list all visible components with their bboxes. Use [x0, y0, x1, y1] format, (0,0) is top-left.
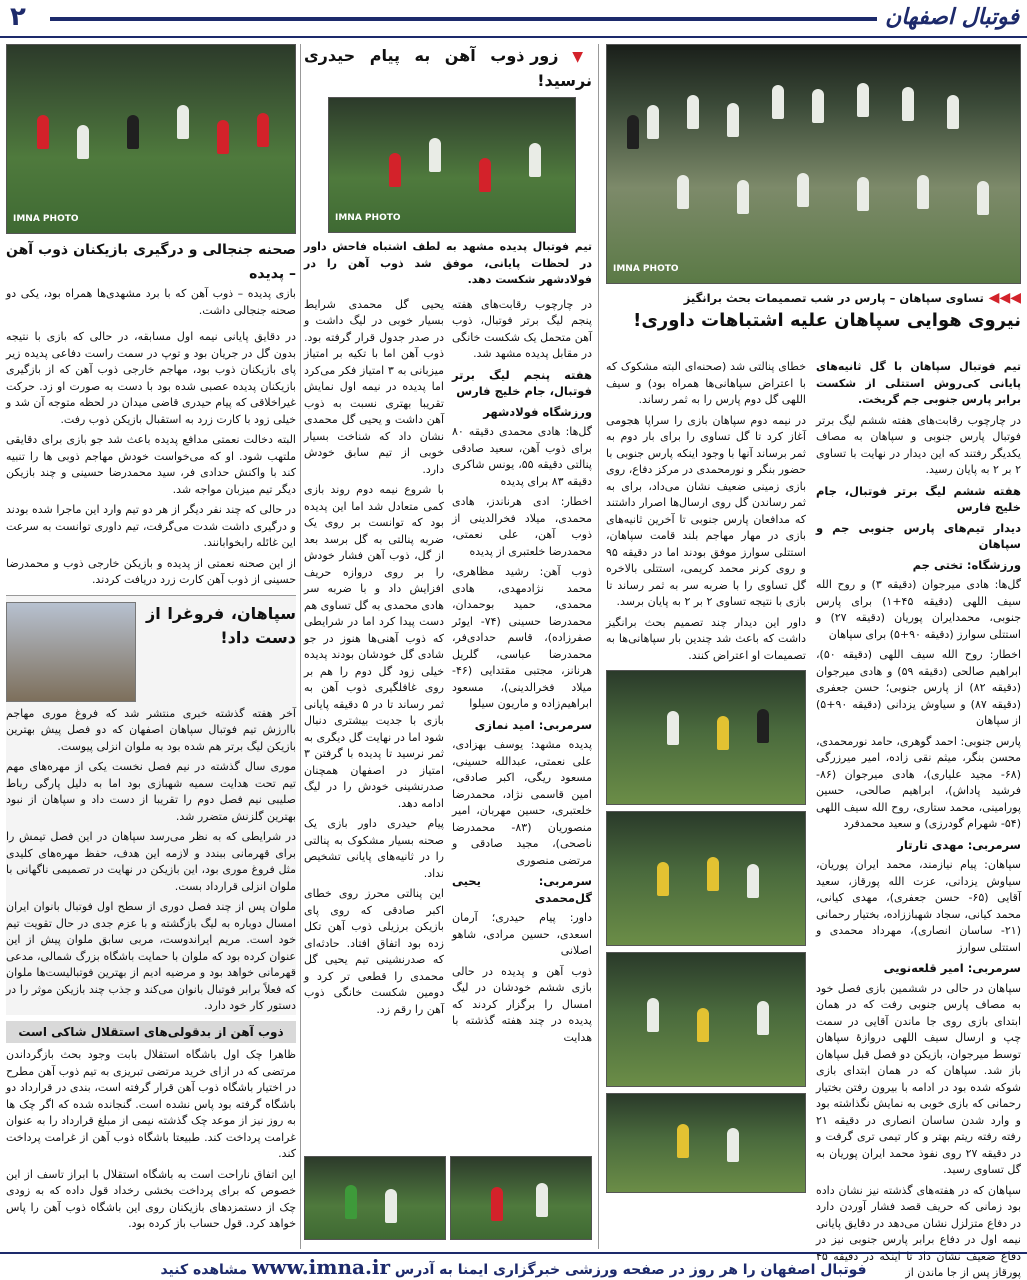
clash-photo — [6, 44, 296, 234]
player-figure — [857, 177, 869, 211]
article-headline: ▼ زور ذوب آهن به پیام حیدری نرسید! — [304, 46, 592, 90]
body-paragraph: پیام حیدری داور بازی یک صحنه بسیار مشکوک به پنالتی را در ثانیه‌های پایانی تشخیص نداد. — [304, 817, 444, 880]
body-paragraph: البته دخالت نعمتی مدافع پدیده باعث شد جو بازی برای دقایقی ملتهب شود. او که می‌خواست خودش مهاجم ذوبی ها را تنبیه کند با واکنش حدادی فر، سید محمدرضا حسینی و چند بازیکن دیگر تیم میزبان مواجه شد. — [6, 433, 296, 496]
lead-paragraph: تیم فوتبال سپاهان با گل ثانیه‌های پایانی کی‌روش استتلی از شکست برابر پارس جنوبی جم گریخت. — [816, 360, 1021, 406]
player-figure — [797, 173, 809, 207]
footer-suffix: مشاهده کنید — [160, 1262, 248, 1278]
player-figure — [717, 716, 729, 750]
page-number: ۲ — [10, 2, 26, 32]
player-figure — [385, 1189, 397, 1223]
right-text-wrap — [606, 359, 1021, 1280]
body-paragraph: در حالی که چند نفر دیگر از هر دو تیم وارد این ماجرا شده بودند و درگیری داشت شدت می‌گرفت، تیم داوری توانست به سرعت این غائله رابخوابانند. — [6, 503, 296, 549]
body-paragraph: ذوب آهن و پدیده در حالی بازی ششم خودشان در لیگ امسال را برگزار کردند که پدیده در چند هفته گذشته با هدایت — [452, 964, 592, 1044]
arrow-icon: ◀◀◀ — [983, 290, 1021, 306]
body-paragraph: این اتفاق ناراحت است به باشگاه استقلال با ابراز تاسف از این خصوص که برای پرداخت بخشی رخداد قول داده که به زودی چک از دستمزدهای بازیکنان روی این باشگاه ذوب آهن را پاس خواهد کرد. قول حساب باز کرده بود. — [6, 1167, 296, 1230]
center-subcolumn-left — [304, 297, 444, 1023]
article-headline: نیروی هوایی سپاهان علیه اشتباهات داوری! — [633, 309, 1021, 331]
body-paragraph: در دقایق پایانی نیمه اول مسابقه، در حالی که بازی با نتیجه بدون گل در جریان بود و توپ در سمت راست دفاعی پدیده زیر پای بازیکنان ذوب بود، مهاجم خارجی ذوب آهن که از بازگیری بازیکنان پدیده عصبی شده بود با دست به صورت او زد. حرکت غیراخلاقی که پیام حیدری قاضی میدان در لحظه متوجه آن شد و خیلی زود با کارت زرد به استقبال بازیکن ذوب رفت. — [6, 330, 296, 426]
body-paragraph: داور این دیدار چند تصمیم بحث برانگیز داشت که باعث شد چندین بار سپاهانی‌ها به تصمیمات او اعتراض کنند. — [606, 615, 806, 662]
player-figure — [389, 153, 401, 187]
player-figure — [37, 115, 49, 149]
sepahan-team-photo — [606, 44, 1021, 284]
body-paragraph: ظاهرا چک اول باشگاه استقلال بابت وجود بحث بازگرداندن مرتضی که در ازای خرید مرتضی تبریزی به تیم ذوب آهن مطرح در اختیار باشگاه ذوب آهن قرار گرفته است، بندی در قرارداد دو باشگاه گرفته بود پاس نشده است. گنجانده شده که اگر چک ها به روز نیز از موعد چک گذشته نیمی از مبلغ قرارداد را به عنوان غرامت پرداخت کند. طبیعتا باشگاه ذوب آهن از غرامت پرداخت کند. — [6, 1048, 296, 1160]
photo-credit: IMNA PHOTO — [13, 213, 79, 224]
page-header — [0, 0, 1027, 38]
player-figure — [757, 1001, 769, 1035]
match-photo — [606, 1093, 806, 1193]
sepahan-lineup: سپاهان: پیام نیازمند، محمد ایران پوریان، سیاوش یزدانی، عزت الله پورقاز، سعید آقایی (۶۵- حسن جعفری)، مهدی کیانی، محمد کیانی، سجاد شهباززاده، بختیار رحمانی (۲۱- ساسان انصاری)، مهرداد محمدی و استتلی سوارز — [816, 858, 1021, 954]
pars-lineup: پارس جنوبی: احمد گوهری، حامد نورمحمدی، محسن بنگر، میثم نقی زاده، امیر میرزرگی (۶۸- مجید علیاری)، هادی میرجوان (۸۶- فرشید پاداش)، ابراهیم صالحی، حسین پورامینی، محمد ستاری، روح الله سیف اللهی (۵۴- شهرام گودرزی) و سعید محمدفرد — [816, 734, 1021, 830]
body-paragraph: در چارچوب رقابت‌های هفته ششم لیگ برتر فوتبال پارس جنوبی و سپاهان به مصاف یکدیگر رفتند که این دیدار در نهایت با تساوی ۲ بر ۲ به پایان رسید. — [816, 413, 1021, 476]
player-figure — [647, 105, 659, 139]
body-paragraph: موری سال گذشته در نیم فصل نخست یکی از مهره‌های مهم تیم تحت هدایت سمیه شهبازی بود اما به دلیل پارگی رباط صلیبی نیم فصل دوم را تقریبا از دست داد و سپاهان از نبود بهترین گلزنش متضرر شد. — [6, 760, 296, 823]
box-headline: سپاهان، فروغرا از دست داد! — [146, 603, 296, 647]
box-top — [6, 602, 296, 702]
goals-text: گل‌ها: هادی میرجوان (دقیقه ۳) و روح الله سیف اللهی (دقیقه ۴۵+۱) برای پارس جنوبی، محمدایران پوریان (دقیقه ۲۷) و استتلی سوارز (دقیقه ۹۰+۵) برای سپاهان — [816, 578, 1022, 641]
photo-credit: IMNA PHOTO — [613, 263, 679, 274]
pars-coach: سرمربی: مهدی تارتار — [897, 837, 1021, 852]
player-figure — [429, 138, 441, 172]
player-figure — [77, 125, 89, 159]
player-figure — [345, 1185, 357, 1219]
player-figure — [737, 180, 749, 214]
body-paragraph: ملوان پس از چند فصل دوری از سطح اول فوتبال بانوان ایران امسال دوباره به لیگ بازگشته و با عزم جدی در حال تقویت تیم خود است. مریم ایراندوست، مربی سابق ملوان پیش از این عنوان کرده بود که ملوان با حمایت باشگاه بزرگ شمالی، مدعی قهرمانی خواهد بود و مرضیه ادیم از بهترین فوتبالیست‌ها ملوان که فعلاً برابر فوتبال بانوان می‌کند و جذب چند بازیکن موثر را در دستور کار خود دارد. — [6, 900, 296, 1012]
body-paragraph: یحیی گل محمدی شرایط بسیار خوبی در لیگ داشت و در صدر جدول قرار گرفته بود. ذوب آهن اما با تکیه بر امتیاز میزبانی به ۳ امتیاز فکر می‌کرد اما پدیده در نیمه اول نمایش تقریبا بهتری نسبت به ذوب آهن داشت و یحیی گل محمدی نشان داد که شناخت بسیار خوبی از تیم سابق خودش دارد. — [304, 297, 444, 476]
body-paragraph: آخر هفته گذشته خبری منتشر شد که فروغ موری مهاجم باارزش تیم فوتبال سپاهان اصفهان که دو فصل پیش بهترین بازیکن لیگ برتر هم شده بود به ملوان انزلی پیوست. — [6, 706, 296, 753]
body-paragraph: سپاهان در حالی در ششمین بازی فصل خود به مصاف پارس جنوبی رفت که در همان ابتدای بازی روی جا ماندن آقایی در سمت چپ و ارسال سیف اللهی دروازهٔ سپاهان توسط میرجوان، بازیکن دو فصل قبل سپاهان باز شد. سپاهان که در همان ابتدای بازی شوکه شده بود در ادامه با بیرون رفتن بختیار رحمانی که بازی خوبی به نمایش نگذاشته بود و وارد شدن ساسان انصاری در دقیقه ۲۱ رفته رفته ریتم بهتر و کار تیمی تری گرفت و در دقیقه ۲۷ روی نفوذ محمد ایران پوریان به گل تساوی رسید. — [816, 981, 1021, 1176]
player-figure — [217, 120, 229, 154]
player-figure — [917, 175, 929, 209]
section-title: ذوب آهن از بدقولی‌های استقلال شاکی است — [6, 1021, 296, 1044]
player-figure — [479, 158, 491, 192]
player-figure — [687, 95, 699, 129]
arrow-icon: ▼ — [558, 49, 592, 65]
page-footer — [0, 1252, 1027, 1280]
sepahan-coach: سرمربی: امیر قلعه‌نویی — [883, 961, 1021, 975]
player-figure — [657, 862, 669, 896]
body-paragraph: این پنالتی محرز روی خطای اکبر صادقی که روی پای بازیکن برزیلی ذوب آهن تکل زده بود اتفاق افتاد. حادثه‌ای که صدرنشینی تیم یحیی گل محمدی را قطعی تر کرد و دومین شکست خانگی ذوب آهن را رقم زد. — [304, 887, 444, 1016]
player-figure — [727, 1128, 739, 1162]
bottom-photo-strip — [304, 1156, 592, 1240]
body-paragraph: از این صحنه نعمتی از پدیده و بازیکن خارجی ذوب و محمدرضا حسینی از ذوب آهن کارت زرد دریافت کردند. — [6, 556, 296, 586]
league-subhead: هفته پنجم لیگ برتر فوتبال، جام خلیج فارس — [452, 367, 592, 398]
zob-lineup: ذوب آهن: رشید مظاهری، محمد نژادمهدی، هادی محمدی، حمید بوحمدان، محمدرضا حسینی (۷۴- ایوئر صفرزاده)، قاسم حدادی‌فر، محمدرضا عباسی، گلریل هرنانز، مجتبی مقتدایی (۴۶- میلاد فخرالدینی)، مسعود ابراهیم‌زاده و ماریون سیلوا — [452, 565, 592, 710]
body-paragraph: با شروع نیمه دوم روند بازی کمی متعادل شد اما این پدیده بود که توانست بر روی یک ضربه پنالتی به گل برسد بعد از گل، ذوب آهن فشار خودش را بر روی دروازه حریف افزایش داد و با ضربه سر هادی محمدی به گل تساوی هم دست پیدا کرد اما در شرایطی که ذوب آهنی‌ها هنوز در جو شادی گل خودشان بودند پدیده خیلی زود گل دوم را هم بر روی غافلگیری ذوب آهن به ثمر رساند تا در ۵ دقیقه پایانی بازی با جدیت بیشتری دنبال شود اما در نهایت گل دیگری به ثمر نرسید تا پدیده با گرفتن ۳ امتیاز در اصفهان همچنان صدرنشینی خودش را در لیگ ادامه دهد. — [304, 483, 444, 810]
player-figure — [257, 113, 269, 147]
player-figure — [697, 1008, 709, 1042]
zob-padideh-photo — [328, 97, 576, 233]
player-figure — [727, 103, 739, 137]
match-subhead: دیدار تیم‌های پارس جنوبی جم و سپاهان — [816, 520, 1021, 551]
player-figure — [127, 115, 139, 149]
article-headline: صحنه جنجالی و درگیری بازیکنان ذوب آهن – پدیده — [6, 242, 296, 282]
player-figure — [707, 857, 719, 891]
cards-text: اخطار: ادی هرناندز، هادی محمدی، میلاد فخرالدینی از ذوب آهن، علی نعمتی، محمدرضا خلعتبری از پدیده — [452, 495, 592, 558]
player-figure — [747, 864, 759, 898]
cards-text: اخطار: روح الله سیف اللهی (دقیقه ۵۰)، ابراهیم صالحی (دقیقه ۵۹) و هادی میرجوان (دقیقه ۸۲) از پارس جنوبی؛ حسن جعفری (دقیقه ۸۷) و سیاوش یزدانی (دقیقه ۹۰+۵) از سپاهان — [816, 648, 1022, 727]
lead-paragraph: بازی پدیده – ذوب آهن که با برد مشهدی‌ها همراه بود، یکی دو صحنه جنجالی داشت. — [6, 287, 296, 317]
center-article — [304, 44, 592, 1050]
zob-coach: سرمربی: امید نمازی — [474, 717, 592, 732]
goals-text: گل‌ها: هادی محمدی دقیقه ۸۰ برای ذوب آهن، سعید صادقی پنالتی دقیقه ۵۵، یونس شاکری دقیقه ۸۳ برای پدیده — [452, 425, 592, 488]
column-divider — [300, 44, 301, 1249]
player-figure — [772, 85, 784, 119]
header-bar — [50, 17, 877, 21]
right-subcolumn — [816, 359, 1021, 1280]
referee-text: داور: پیام حیدری؛ آرمان اسعدی، حسین مرادی، شاهو اصلانی — [452, 911, 592, 957]
match-photo — [606, 811, 806, 946]
venue-subhead: ورزشگاه فولادشهر — [483, 404, 592, 419]
left-article — [6, 44, 296, 1237]
player-figure — [667, 711, 679, 745]
body-paragraph: در شرایطی که به نظر می‌رسد سپاهان در این فصل تیمش را برای قهرمانی ببندد و لازمه این هدف، حفظ مهره‌های کلیدی مثل فروغ موری بود، این بازیکن در نهایت در تصمیمی ناگهانی با ملوان انزلی قرارداد بست. — [6, 830, 296, 893]
photo-caption: ◀◀◀ تساوی سپاهان – پارس در شب تصمیمات بحث برانگیز — [683, 290, 1021, 306]
player-figure — [677, 1124, 689, 1158]
padideh-coach: سرمربی: یحیی گل‌محمدی — [452, 874, 592, 905]
player-figure — [627, 115, 639, 149]
player-figure — [857, 83, 869, 117]
player-figure — [977, 181, 989, 215]
footer-url[interactable]: www.imna.ir — [252, 1255, 391, 1279]
player-figure — [177, 105, 189, 139]
body-paragraph: در نیمه دوم سپاهان بازی را سراپا هجومی آغاز کرد تا گل تساوی را برای بار دوم به ثمر برساند آنها با وجود اینکه پارس جنوبی با حضور بنگر و نورمحمدی در مرکز دفاع، روی بازی زمینی ضعیف نشان می‌داد، برای به ثمر رساندن گل روی ارسال‌ها اصرار داشتند که مدافعان پارس جنوبی تا آخرین ثانیه‌های بازی در مهار مهاجم بلند قامت سپاهان، استتلی سوارز موفق بودند اما در دقیقه ۹۵ و روی کرنر محمد کریمی، استتلی بالاخره گل تساوی را با ضربه سر به ثمر رساند تا بازی با نتیجه تساوی ۲ بر ۲ به پایان برسد. — [606, 413, 806, 608]
player-figure — [677, 175, 689, 209]
player-figure — [812, 89, 824, 123]
center-right-subcolumn — [606, 359, 806, 1193]
padideh-lineup: پدیده مشهد: یوسف بهزادی، علی نعمتی، عبدالله حسینی، مسعود ریگی، اکبر صادقی، امین قاسمی نژاد، محمدرضا خلعتبری، حسین مهربان، امیر منصوریان (۸۳- محمدرضا ناصحی)، مجید صادقی و مرتضی منصوری — [452, 738, 592, 867]
footer-text: فوتبال اصفهان را هر روز در صفحه ورزشی خبرگزاری ایمنا به آدرس — [394, 1262, 867, 1278]
match-photo — [450, 1156, 592, 1240]
lead-paragraph: تیم فوتبال پدیده مشهد به لطف اشتباه فاحش داور در لحظات پایانی، موفق شد ذوب آهن را در فولادشهر شکست دهد. — [304, 240, 592, 286]
match-photo — [304, 1156, 446, 1240]
player-figure — [529, 143, 541, 177]
sepahan-box — [6, 595, 296, 1015]
player-figure — [536, 1183, 548, 1217]
player-figure — [491, 1187, 503, 1221]
match-photo — [606, 670, 806, 805]
player-figure — [647, 998, 659, 1032]
center-subcolumn-right — [452, 297, 592, 1051]
body-paragraph: خطای پنالتی شد (صحنه‌ای البته مشکوک که با اعتراض سپاهانی‌ها همراه بود) و سیف اللهی گل دوم پارس را به ثمر رساند. — [606, 360, 806, 406]
column-divider — [598, 44, 599, 1249]
photo-credit: IMNA PHOTO — [335, 212, 401, 223]
body-paragraph: سپاهان که در هفته‌های گذشته نیز نشان داده بود زمانی که حریف قصد فشار آوردن دارد در دفاع متزلزل نشان می‌دهد در دقایق پایانی نیمه اول در دفاع برابر پارس جنوبی نیز در دفاع ضعیف نشان داد تا اینکه در دقیقه ۴۵ پورقاز پس از جا ماندن از — [816, 1183, 1021, 1279]
player-figure — [947, 95, 959, 129]
body-paragraph: در چارچوب رقابت‌های هفته پنجم لیگ برتر فوتبال، ذوب آهن متحمل یک شکست خانگی در مقابل پدیده مشهد شد. — [452, 297, 592, 360]
league-subhead: هفته ششم لیگ برتر فوتبال، جام خلیج فارس — [816, 483, 1021, 514]
match-photo — [606, 952, 806, 1087]
player-figure — [757, 709, 769, 743]
player-figure — [902, 87, 914, 121]
venue-subhead: ورزشگاه: تختی جم — [912, 557, 1021, 572]
player-portrait — [6, 602, 136, 702]
publication-logo: فوتبال اصفهان — [885, 4, 1019, 30]
